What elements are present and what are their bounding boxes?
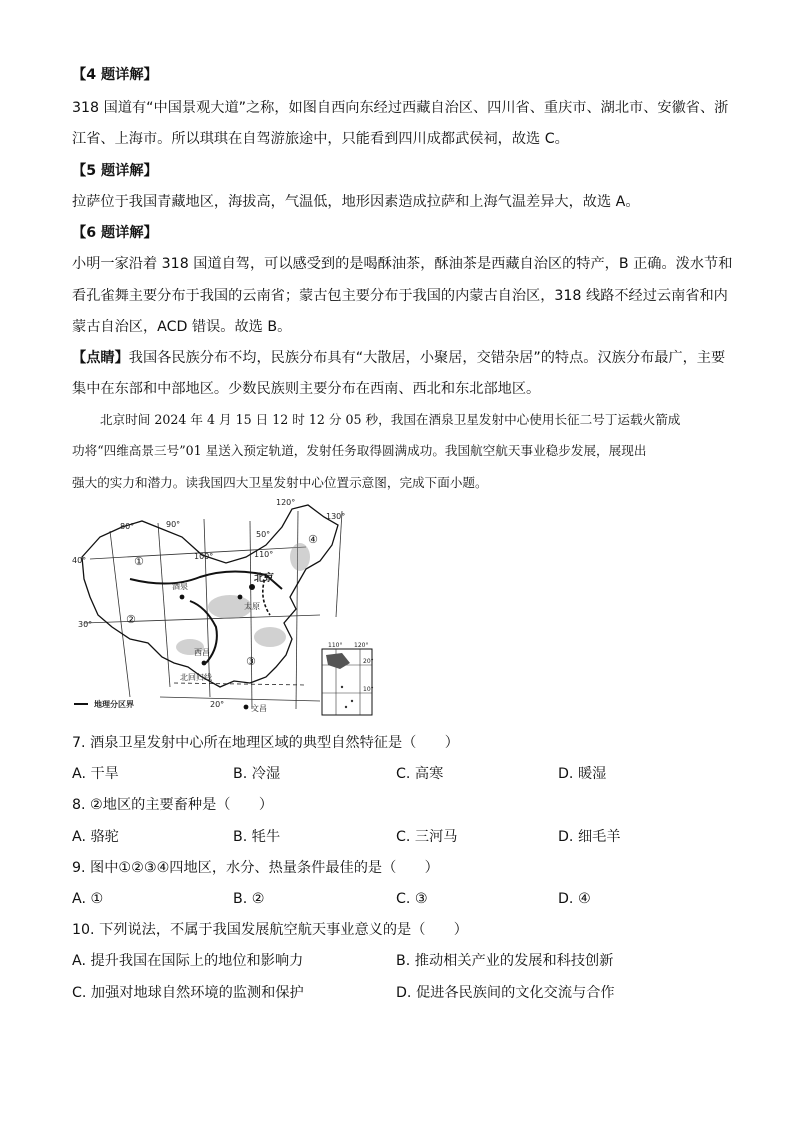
inset-label-10: 10° [363, 686, 374, 693]
section-6-line-1: 小明一家沿着 318 国道自驾，可以感受到的是喝酥油茶，酥油茶是西藏自治区的特产，B 正确。泼水节和 [72, 256, 733, 272]
question-10-option-d[interactable]: D. 促进各民族间的文化交流与合作 [396, 985, 615, 1001]
lat-label-50: 50° [256, 530, 271, 539]
section-6-heading: 【6 题详解】 [72, 225, 158, 241]
lon-label-110: 110° [254, 550, 274, 559]
section-4-line-1: 318 国道有“中国景观大道”之称，如图自西向东经过西藏自治区、四川省、重庆市、湖北市、安徽省、浙 [72, 100, 729, 116]
intro-line-2: 功将“四维高景三号”01 星送入预定轨道，发射任务取得圆满成功。我国航空航天事业稳步发展，展现出 [72, 443, 647, 458]
xichang-marker [202, 661, 207, 666]
tip-text-1: 我国各民族分布不均，民族分布具有“大散居，小聚居，交错杂居”的特点。汉族分布最广，主要 [128, 350, 726, 366]
region-number-3: ③ [246, 655, 256, 668]
question-7-option-d[interactable]: D. 暖湿 [558, 766, 607, 782]
question-8-stem: 8. ②地区的主要畜种是（ ） [72, 797, 274, 813]
map-label-jiuquan: 酒泉 [172, 582, 188, 591]
question-7-option-c[interactable]: C. 高寒 [396, 766, 444, 782]
inset-label-120: 120° [354, 642, 369, 649]
region-number-1: ① [134, 555, 144, 568]
region-number-4: ④ [308, 533, 318, 546]
inset-label-20: 20° [363, 658, 374, 665]
lon-label-100: 100° [194, 552, 214, 561]
question-8-option-c[interactable]: C. 三河马 [396, 829, 458, 845]
tip-line-1 [72, 348, 732, 368]
lon-label-120: 120° [276, 498, 296, 507]
question-8-option-a[interactable]: A. 骆驼 [72, 829, 119, 845]
intro-line-3: 强大的实力和潜力。读我国四大卫星发射中心位置示意图，完成下面小题。 [72, 475, 488, 490]
lat-label-20: 20° [210, 700, 225, 709]
satellite-launch-center-map [70, 497, 382, 719]
tropic-of-cancer-line [174, 683, 306, 685]
tip-label: 【点睛】 [72, 350, 129, 366]
inset-label-110: 110° [328, 642, 343, 649]
tip-line-2: 集中在东部和中部地区。少数民族则主要分布在西南、西北和东北部地区。 [72, 381, 541, 397]
map-label-beijing: 北京 [254, 573, 274, 584]
section-6-line-3: 蒙古自治区，ACD 错误。故选 B。 [72, 319, 292, 335]
question-9-option-c[interactable]: C. ③ [396, 891, 428, 907]
china-map-figure [70, 497, 382, 719]
section-5-heading: 【5 题详解】 [72, 163, 158, 179]
jiuquan-marker [180, 595, 185, 600]
intro-line-1: 北京时间 2024 年 4 月 15 日 12 时 12 分 05 秒，我国在酒泉卫星发射中心使用长征二号丁运载火箭成 [100, 412, 681, 427]
lon-label-90: 90° [166, 520, 181, 529]
section-5-line-1: 拉萨位于我国青藏地区，海拔高，气温低，地形因素造成拉萨和上海气温差异大，故选 A。 [72, 194, 640, 210]
map-label-tropic: 北回归线 [180, 673, 212, 682]
map-label-wenchang: 文昌 [251, 704, 267, 713]
question-10-option-c[interactable]: C. 加强对地球自然环境的监测和保护 [72, 985, 304, 1001]
question-10-option-a[interactable]: A. 提升我国在国际上的地位和影响力 [72, 953, 304, 969]
question-7-option-a[interactable]: A. 干旱 [72, 766, 119, 782]
region-number-2: ② [126, 613, 136, 626]
section-6-line-2: 看孔雀舞主要分布于我国的云南省；蒙古包主要分布于我国的内蒙古自治区，318 线路不经过云南省和内 [72, 288, 728, 304]
lat-label-40: 40° [72, 556, 87, 565]
question-7-stem: 7. 酒泉卫星发射中心所在地理区域的典型自然特征是（ ） [72, 735, 459, 751]
question-9-option-a[interactable]: A. ① [72, 891, 104, 907]
lon-label-130: 130° [326, 512, 346, 521]
map-legend-label: 地理分区界 [94, 700, 134, 709]
map-label-taiyuan: 太原 [244, 602, 260, 611]
beijing-marker [249, 584, 255, 590]
south-china-sea-inset [322, 642, 374, 715]
question-8-option-d[interactable]: D. 细毛羊 [558, 829, 621, 845]
question-7-option-b[interactable]: B. 冷湿 [233, 766, 281, 782]
section-4-heading: 【4 题详解】 [72, 67, 158, 83]
section-4-line-2: 江省、上海市。所以琪琪在自驾游旅途中，只能看到四川成都武侯祠，故选 C。 [72, 131, 569, 147]
map-label-xichang: 西昌 [194, 648, 210, 657]
question-10-option-b[interactable]: B. 推动相关产业的发展和科技创新 [396, 953, 614, 969]
question-9-stem: 9. 图中①②③④四地区，水分、热量条件最佳的是（ ） [72, 860, 439, 876]
question-9-option-b[interactable]: B. ② [233, 891, 265, 907]
question-9-option-d[interactable]: D. ④ [558, 891, 591, 907]
lat-label-30: 30° [78, 620, 93, 629]
wenchang-marker [244, 705, 249, 710]
question-8-option-b[interactable]: B. 牦牛 [233, 829, 281, 845]
question-10-stem: 10. 下列说法，不属于我国发展航空航天事业意义的是（ ） [72, 922, 468, 938]
china-outline [82, 505, 338, 687]
lon-label-80: 80° [120, 522, 135, 531]
taiyuan-marker [238, 595, 243, 600]
